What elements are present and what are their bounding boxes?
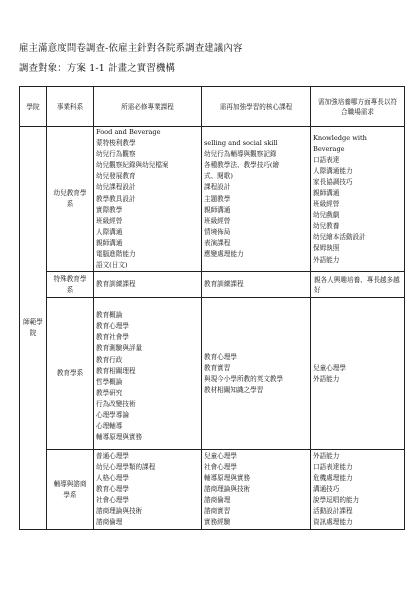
cell-line: 與現今小學所教的英文教學	[204, 374, 284, 383]
cell-line: 教學教具設計	[96, 194, 136, 203]
cell-line: 幼兒觀察紀錄與幼兒檔案	[96, 161, 169, 170]
skills-cell: 親各人興趣培養、專長越多越好	[311, 272, 405, 298]
table-row	[20, 272, 405, 298]
cell-line: 教育訓練課程	[96, 280, 136, 289]
cell-line: 心理輔導	[96, 422, 123, 431]
cell-line: 班級經營	[96, 216, 123, 225]
cell-line: 資訊處理能力	[313, 518, 353, 527]
cell-line: 諮商倫理	[96, 518, 123, 527]
document-title: 雇主滿意度問卷調查-依雇主針對各院系調查建議內容	[19, 43, 243, 54]
header-required-courses: 所需必修專業課程	[94, 87, 202, 127]
cell-line: 幼兒教養	[313, 222, 340, 231]
cell-line: 外語能力	[313, 374, 340, 383]
cell-line: 外語能力	[313, 451, 340, 460]
cell-line: 班級經營	[313, 200, 340, 209]
cell-line: 表演課程	[204, 238, 231, 247]
cell-line: 幼兒戲劇	[313, 211, 340, 220]
cell-line: 口語表達	[313, 155, 340, 164]
cell-line: 實際教學	[96, 205, 123, 214]
cell-line: Food and Beverage	[96, 128, 161, 136]
cell-line: 主題教學	[204, 194, 231, 203]
cell-line: 溝通技巧	[313, 485, 340, 494]
cell-line: 幼兒課程設計	[96, 183, 136, 192]
cell-line: 情境佈局	[204, 227, 231, 236]
cell-line: 諮商實習	[204, 507, 231, 516]
cell-line: 危機處理能力	[313, 474, 353, 483]
cell-line: 人際溝通	[96, 227, 123, 236]
table-row	[20, 450, 405, 530]
required-courses-cell	[94, 450, 202, 530]
cell-line: 心理學導論	[96, 411, 129, 419]
cell-line: 蒙特梭利教學	[96, 139, 136, 148]
cell-line: 教育心理學	[96, 485, 129, 494]
cell-line: 教育心理學	[96, 322, 129, 331]
cell-line: 親師溝通	[313, 189, 340, 198]
cell-line: 幼兒繪本活動設計	[313, 233, 366, 242]
cell-line: 班級經營	[204, 216, 231, 225]
cell-line: 式、閱歌)	[204, 172, 233, 181]
core-courses-cell	[202, 298, 311, 450]
cell-line: 教育測驗與評量	[96, 344, 143, 353]
document-subtitle: 調查對象：方案 1-1 計畫之實習機構	[19, 63, 176, 74]
cell-line: 教育行政	[96, 355, 123, 364]
header-college: 學院	[20, 87, 47, 127]
cell-line: 兒童心理學	[313, 363, 346, 372]
required-courses-cell	[94, 127, 202, 272]
cell-line: 諮商理論與技術	[96, 507, 143, 516]
cell-line: 親師溝通	[204, 205, 231, 214]
department-cell: 教育學系	[47, 298, 94, 450]
core-courses-cell	[202, 450, 311, 530]
cell-line: 說學逗唱的能力	[313, 496, 360, 505]
cell-line: 教學研究	[96, 388, 123, 397]
cell-line: 電腦進階能力	[96, 250, 136, 259]
survey-table	[19, 86, 405, 530]
cell-line: 社會心理學	[96, 496, 129, 505]
cell-line: 應變處理能力	[204, 250, 244, 259]
core-courses-cell	[202, 272, 311, 298]
cell-line: 教育訓練課程	[204, 280, 244, 289]
cell-line: 普通心理學	[96, 451, 129, 460]
cell-line: Beverage	[313, 144, 345, 153]
cell-line: 兒童心理學	[204, 451, 237, 460]
cell-line: 課程設計	[204, 183, 231, 192]
college-cell: 師範學院	[20, 127, 47, 530]
header-row	[20, 87, 405, 127]
cell-line: 外語能力	[313, 255, 340, 264]
cell-line: 人際溝通能力	[313, 166, 353, 175]
required-courses-cell	[94, 272, 202, 298]
cell-line: 哲學概論	[96, 377, 123, 386]
cell-line: 教育實習	[204, 363, 231, 372]
department-cell: 特殊教育學系	[47, 272, 94, 298]
cell-line: 語文(日文)	[96, 261, 128, 270]
required-courses-cell	[94, 298, 202, 450]
core-courses-cell	[202, 127, 311, 272]
cell-line: selling and social skill	[204, 139, 278, 148]
cell-line: 教育概論	[96, 311, 123, 320]
header-field: 事業科系	[47, 87, 94, 127]
skills-cell	[311, 450, 405, 530]
header-core-courses: 需再加強學習的核心課程	[202, 87, 311, 127]
cell-line: 幼兒行為觀察	[96, 150, 136, 159]
cell-line: 口語表達能力	[313, 462, 353, 471]
cell-line: 教育相關理程	[96, 366, 136, 375]
cell-line: 保姆執照	[313, 244, 340, 253]
cell-line: 幼兒發展教育	[96, 172, 136, 181]
cell-line: 幼兒心理學類的課程	[96, 462, 156, 471]
cell-line: 諮商理論與技術	[204, 485, 251, 494]
cell-line: 輔導原理與實務	[96, 433, 143, 442]
cell-line: 教育社會學	[96, 333, 129, 342]
skills-cell	[311, 298, 405, 450]
cell-line: 各種教學法、教學技巧(繪	[204, 161, 280, 170]
table-row	[20, 298, 405, 450]
cell-line: 行為改變技術	[96, 399, 136, 408]
cell-line: 家長協調技巧	[313, 177, 353, 186]
cell-line: Knowledge with	[313, 133, 367, 142]
cell-line: 教材相關知識之學習	[204, 385, 264, 394]
header-skills: 需加強培養哪方面專長以符合職場需求	[311, 87, 405, 127]
department-cell: 幼兒教育學系	[47, 127, 94, 272]
cell-line: 實務經驗	[204, 518, 231, 527]
cell-line: 輔導原理與實務	[204, 474, 251, 483]
cell-line: 幼兒行為輔導與觀察記錄	[204, 150, 277, 159]
department-cell: 輔導與諮商學系	[47, 450, 94, 530]
cell-line: 人格心理學	[96, 474, 129, 483]
cell-line: 諮商倫理	[204, 496, 231, 505]
cell-line: 社會心理學	[204, 462, 237, 471]
cell-line: 活動設計課程	[313, 507, 353, 516]
skills-cell	[311, 127, 405, 272]
cell-line: 教育心理學	[204, 352, 237, 361]
table-row	[20, 127, 405, 272]
cell-line: 親師溝通	[96, 238, 123, 247]
